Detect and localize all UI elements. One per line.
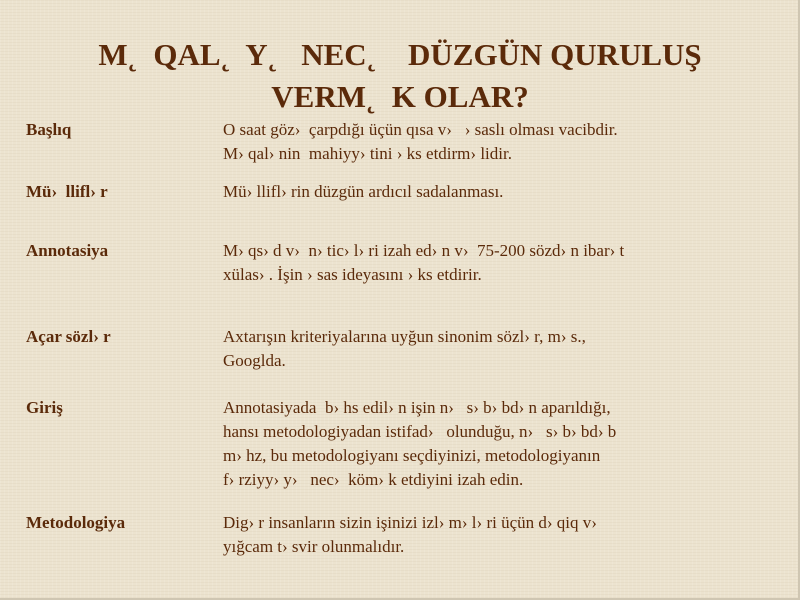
row-description [223,118,783,166]
description-line: Annotasiyada b› hs edil› n işin n› s› b› bd› n aparıldığı, [223,398,611,417]
title-line-1: M˛ QAL˛ Y˛ NEC˛ DÜZGÜN QURULUŞ [98,37,702,72]
row-term: Annotasiya [26,241,109,260]
description-line: xülas› . İşin › sas ideyasını › ks etdirir. [223,265,482,284]
row-term: Açar sözl› r [26,327,111,346]
row-description [223,180,783,204]
description-line: m› hz, bu metodologiyanı seçdiyinizi, metodologiyanın [223,446,601,465]
row-term: Giriş [26,398,63,417]
row-description [223,239,783,287]
description-line: Googlda. [223,351,286,370]
row-term: Metodologiya [26,513,126,532]
description-line: Axtarışın kriteriyalarına uyğun sinonim sözl› r, m› s., [223,327,586,346]
row-term: Başlıq [26,120,72,139]
row-description [223,511,783,559]
description-line: yığcam t› svir olunmalıdır. [223,537,405,556]
description-line: Dig› r insanların sizin işinizi izl› m› l› ri üçün d› qiq v› [223,513,597,532]
description-line: M› qal› nin mahiyy› tini › ks etdirm› lidir. [223,144,512,163]
row-term: Mü› llifl› r [26,182,108,201]
slide-title [0,34,800,118]
description-line: Mü› llifl› rin düzgün ardıcıl sadalanması. [223,182,504,201]
description-line: O saat göz› çarpdığı üçün qısa v› › saslı olması vacibdir. [223,120,618,139]
description-line: f› rziyy› y› nec› köm› k etdiyini izah edin. [223,470,524,489]
row-description [223,396,783,492]
description-line: M› qs› d v› n› tic› l› ri izah ed› n v› 75-200 sözd› n ibar› t [223,241,625,260]
description-line: hansı metodologiyadan istifad› olunduğu, n› s› b› bd› b [223,422,617,441]
row-description [223,325,783,373]
title-line-2: VERM˛ K OLAR? [271,79,529,114]
